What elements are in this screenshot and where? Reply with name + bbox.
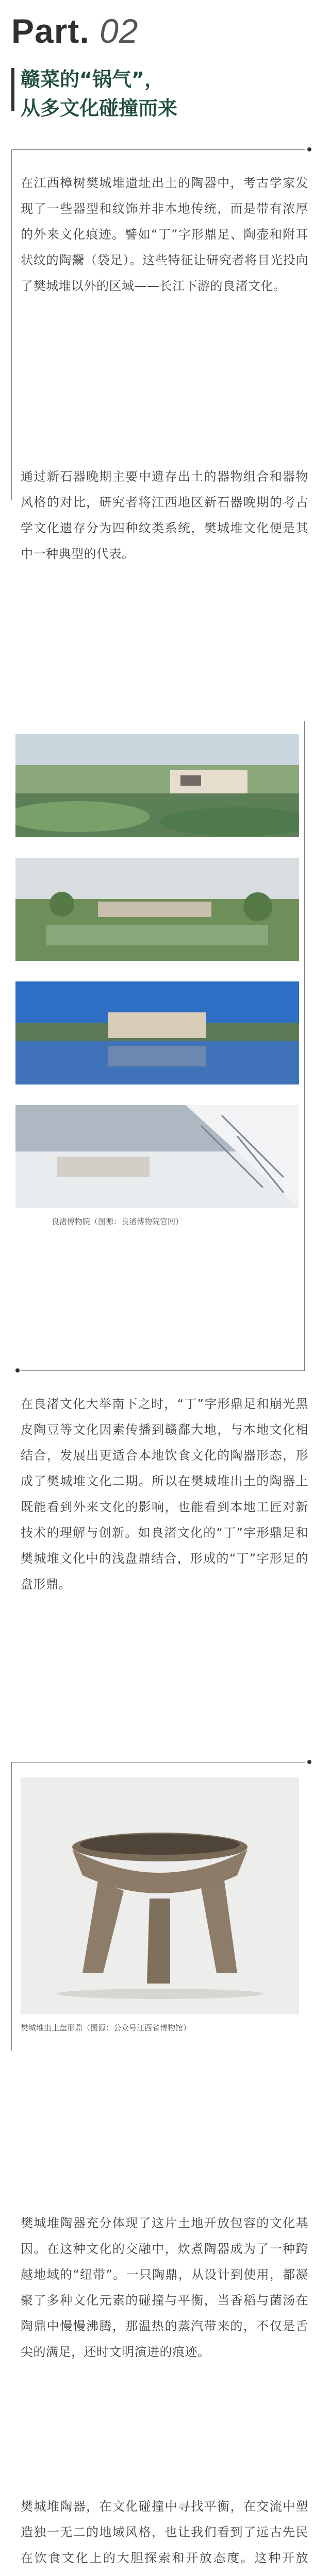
paragraph-5: 樊城堆陶器，在文化碰撞中寻找平衡，在交流中塑造独一无二的地域风格，也让我们看到了远古先民在饮食文化上的大胆探索和开放态度。这种开放 — [21, 2499, 308, 2565]
frame-dot — [15, 1368, 20, 1372]
museum-photo-4 — [15, 1105, 299, 1208]
museum-photo-1 — [15, 734, 299, 837]
frame-line — [21, 1370, 305, 1371]
frame-dot — [307, 147, 311, 151]
frame-line — [11, 149, 12, 500]
museum-photo-2 — [15, 858, 299, 961]
part-number: 02 — [100, 12, 139, 50]
section-title-line2: 从多文化碰撞而来 — [21, 97, 178, 120]
paragraph-4: 樊城堆陶器充分体现了这片土地开放包容的文化基因。在这种文化的交融中，炊煮陶器成为了一种跨越地域的“纽带”。一只陶鼎，从设计到使用，都凝聚了多种文化元素的碰撞与平衡，当香稻与菌汤在陶鼎中慢慢沸腾，那温热的蒸汽带来的，不仅是舌尖的满足，还时文明演进的痕迹。 — [21, 2216, 308, 2359]
paragraph-1: 在江西樟树樊城堆遗址出土的陶器中，考古学家发现了一些器型和纹饰并非本地传统，而是带有浓厚的外来文化痕迹。譬如“丁”字形鼎足、陶壶和附耳状纹的陶鬶（袋足）。这些特征让研究者将目光投向了樊城堆以外的区域——长江下游的良渚文化。 — [21, 176, 308, 293]
caption-ding: 樊城堆出土盘形鼎（图源：公众号江西省博物馆） — [21, 2023, 191, 2032]
caption-museum: 良渚博物院（图源：良渚博物院官网） — [52, 1217, 184, 1226]
part-heading — [11, 11, 139, 50]
section-title-line1: 赣菜的“锅气”， — [21, 68, 164, 91]
frame-dot — [307, 1760, 311, 1764]
frame-line — [304, 721, 305, 1370]
frame-line — [11, 149, 305, 150]
section-title — [21, 65, 177, 123]
paragraph-3: 在良渚文化大举南下之时，“丁”字形鼎足和崩光黑皮陶豆等文化因素传播到赣鄱大地，与本地文化相结合，发展出更适合本地饮食文化的陶器形态，形成了樊城堆文化二期。所以在樊城堆出土的陶器上既能看到外来文化的影响，也能看到本地工匠对新技术的理解与创新。如良渚文化的“丁”字形鼎足和樊城堆文化中的浅盘鼎结合，形成的“丁”字形足的盘形鼎。 — [21, 1397, 308, 1591]
ding-vessel-photo — [21, 1777, 299, 2014]
frame-line — [11, 1762, 12, 2050]
paragraph-2: 通过新石器晚期主要中遗存出土的器物组合和器物风格的对比，研究者将江西地区新石器晚期的考古学文化遗存分为四种纹类系统，樊城堆文化便是其中一种典型的代表。 — [21, 469, 308, 561]
museum-photo-3 — [15, 981, 299, 1084]
part-label: Part. — [11, 12, 90, 50]
title-accent-bar — [11, 68, 14, 111]
